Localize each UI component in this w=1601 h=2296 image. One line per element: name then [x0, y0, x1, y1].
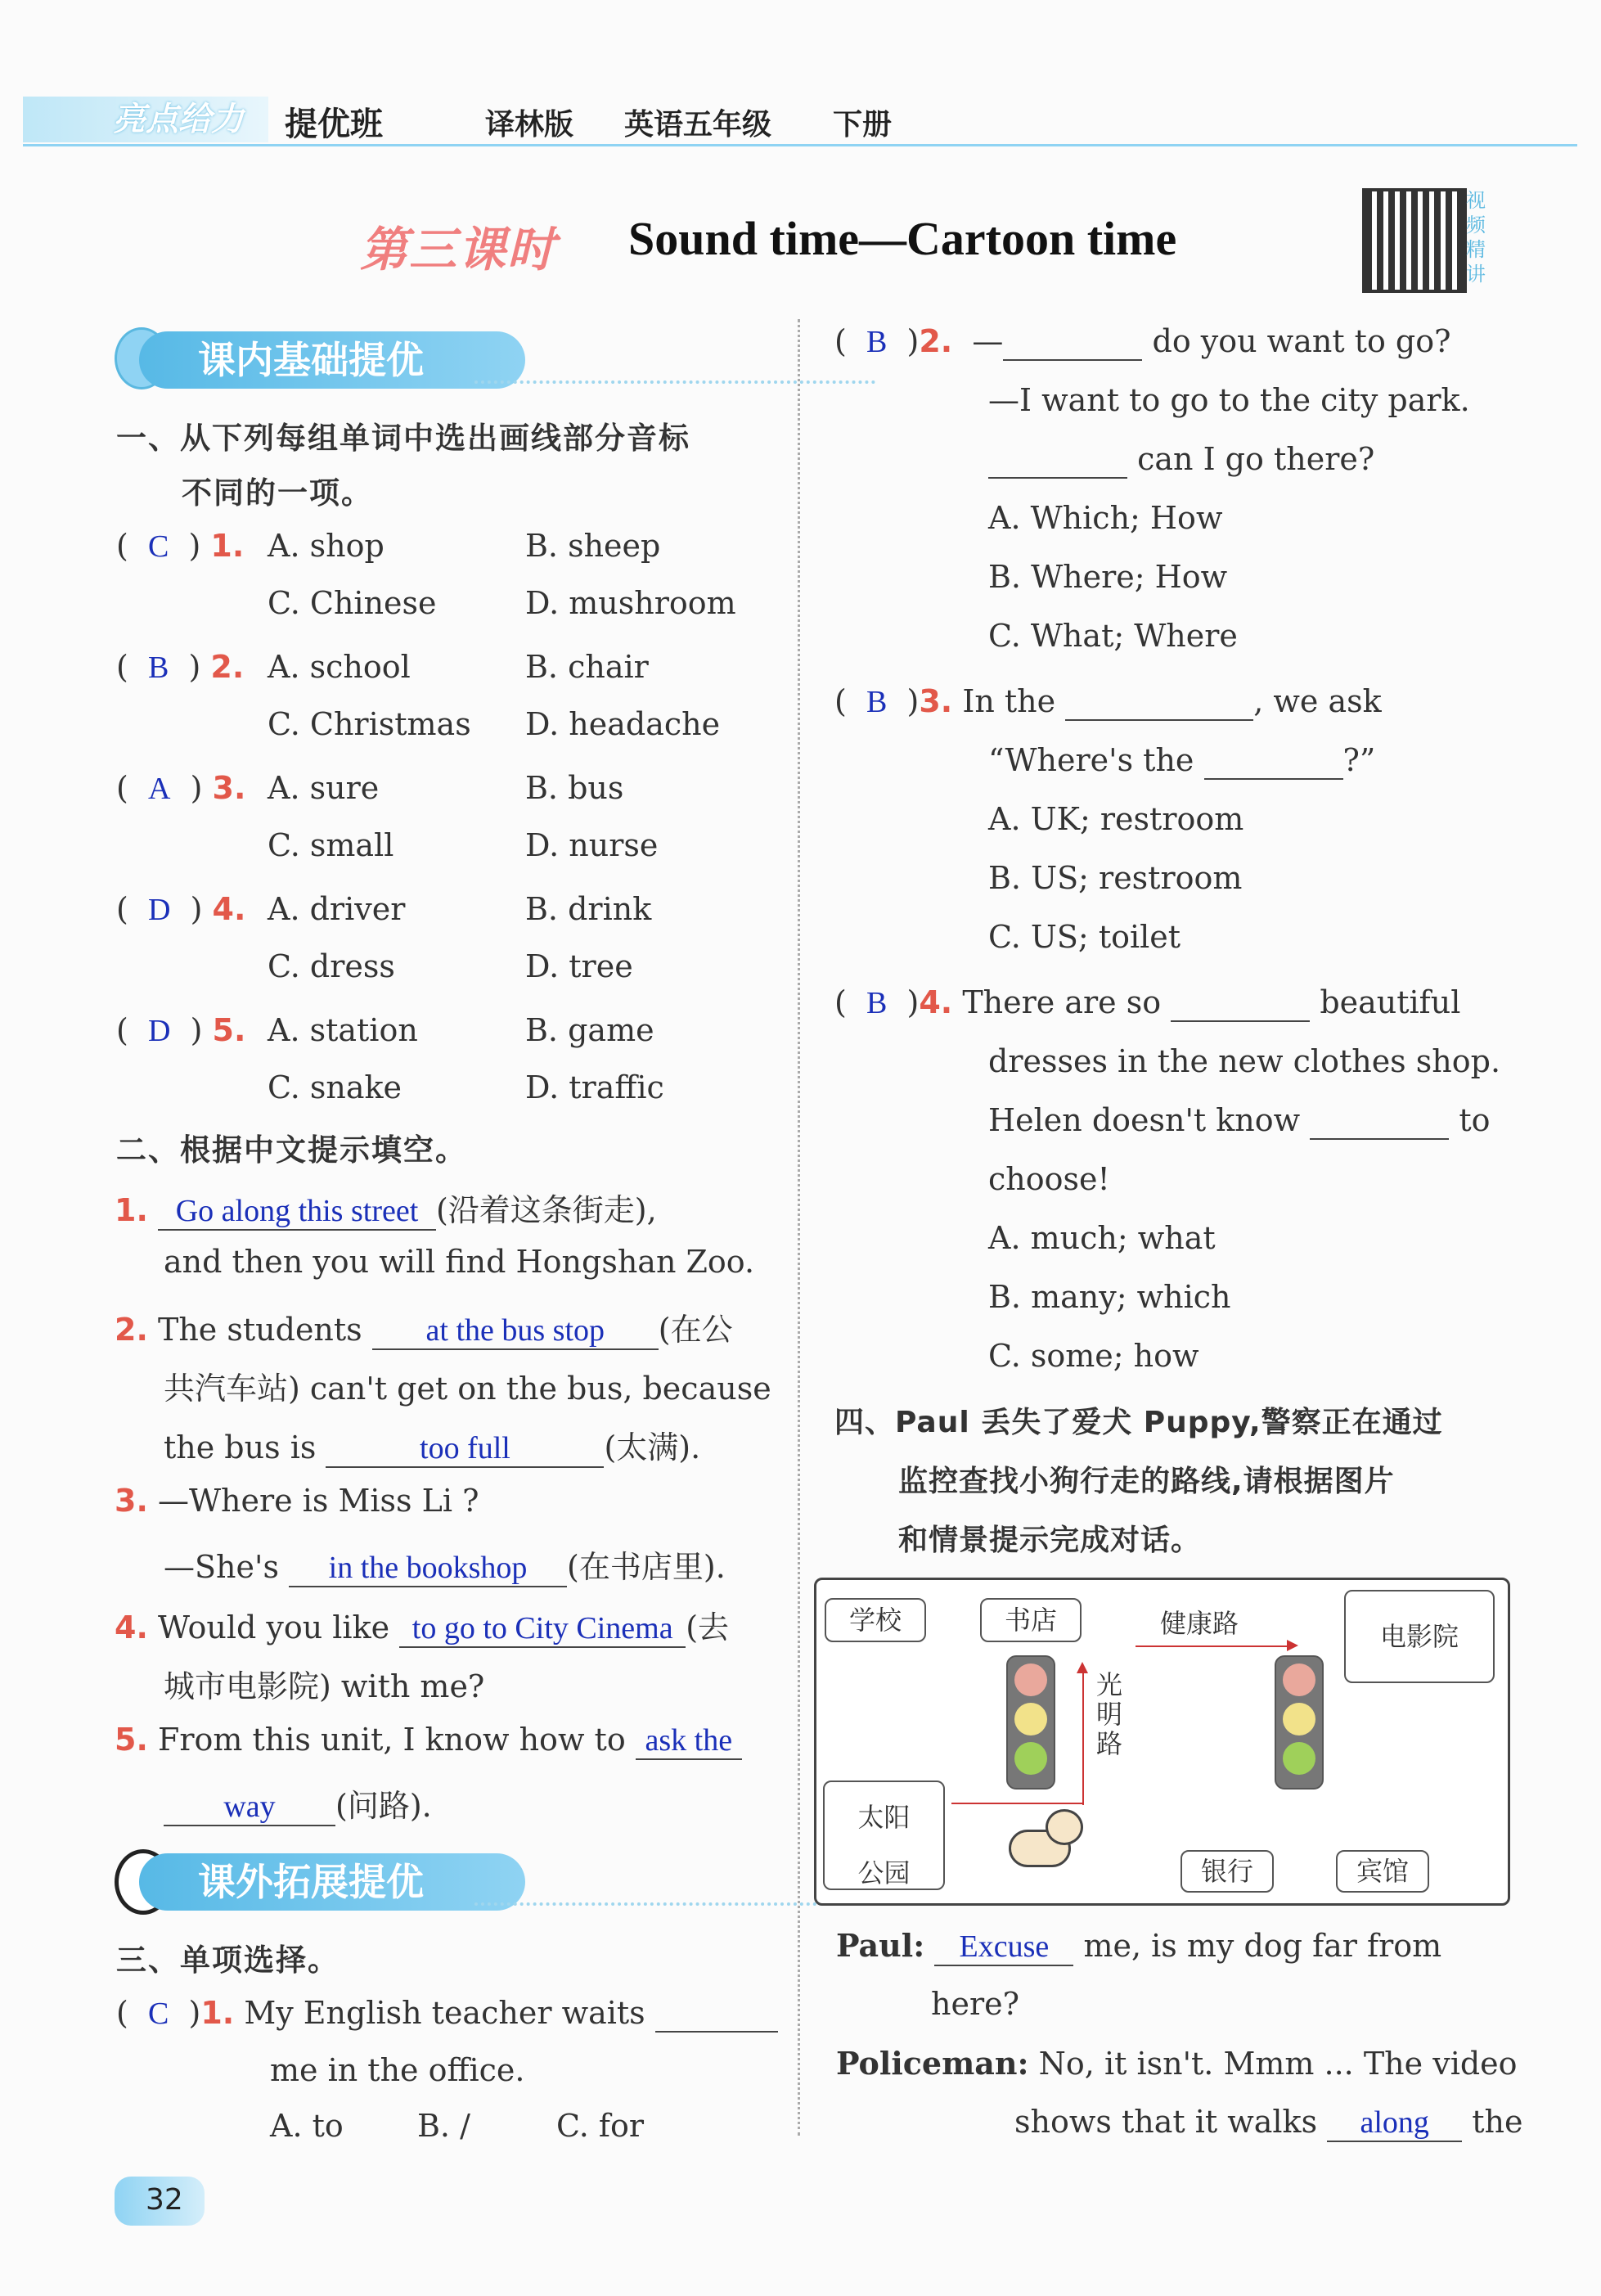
column-divider: [798, 319, 800, 2136]
header-bar: [23, 98, 1577, 144]
list-item: ( A ) 3.: [116, 770, 246, 806]
park-label: 太阳 公园: [823, 1781, 945, 1890]
qr-code[interactable]: [1362, 188, 1467, 293]
dialogue-policeman: Policeman: No, it isn't. Mmm ... The video: [836, 2045, 1518, 2082]
part2-title: 二、根据中文提示填空。: [116, 1132, 467, 1168]
volume: 下册: [833, 108, 893, 142]
part2-q1: 1. Go along this street (沿着这条街走),: [115, 1185, 657, 1231]
part1-title-cont: 不同的一项。: [182, 475, 373, 511]
list-item: ( D ) 5.: [116, 1012, 246, 1048]
cinema-label: 电影院: [1344, 1590, 1495, 1683]
road-label-jiankang: 健康路: [1160, 1608, 1239, 1639]
bookshop-label: 书店: [980, 1598, 1082, 1642]
bank-label: 银行: [1181, 1850, 1274, 1893]
route-map: [814, 1578, 1510, 1906]
brand-logo: 亮点给力: [23, 97, 268, 142]
list-item: ( D ) 4.: [116, 891, 246, 927]
part2-q3: 3. —Where is Miss Li ?: [115, 1483, 479, 1519]
traffic-light-icon: [1006, 1655, 1055, 1790]
part3-q1: ( C )1. My English teacher waits: [116, 1995, 778, 2033]
workbook-page: 亮点给力 提优班 译林版 英语五年级 下册 第三课时 Sound time—Cartoon time 视频精讲 课内基础提优 一、从下列每组单词中选出画线部分音标 不同的一项。 ( C ) 1. A. shop B. sheep C. Chinese D. mushroom ( B ) 2. A. school B. chair C. Christmas D. headache ( A ) 3. A. sure B. bus C. small D. nurse ( D ) 4. A. driver B. drink C. dress D. tree ( D ) 5. A. station B. game C. snake D. traffic 二、根据中文提示填空。 1. Go along this street (沿着这条街走), and then you will find Hongshan Zoo. 2. The students at the bus stop (在公 共汽车站) can't get on the bus, because the bus is too full (太满). 3. —Where is Miss Li ? —She's in the bookshop (在书店里). 4. Would you like to go to City Cinema (去 城市电影院) with me? 5. From this unit, I know how to ask the way (问路). 课外拓展提优 三、单项选择。 ( C )1. My English teacher waits me in the office. A. to B. / C. for ( B )2. — do you want to go? —I want to go to the city park. can I go there? A. Which; How B. Where; How C. What; Where ( B )3. In the , we ask “Where's the ?” A. UK; restroom B. US; restroom C. US; toilet ( B )4. There are so beautiful dresses in the new clothes shop. Helen doesn't know to choose! A. much; what B. many; which C. some; how 四、Paul 丢失了爱犬 Puppy,警察正在通过 监控查找小狗行走的路线,请根据图片 和情景提示完成对话。 学校 书店 健康路 电影院 光明路 太阳 公园 银行 宾馆 Paul: Excuse me, is my dog far from here? Policeman: No, it isn't. Mmm ... The video shows that it walks along the 32: [0, 0, 1601, 2296]
part2-q4: 4. Would you like to go to City Cinema (去: [115, 1602, 729, 1648]
part1-title: 一、从下列每组单词中选出画线部分音标: [116, 421, 690, 456]
list-item: ( C ) 1.: [116, 528, 245, 564]
part3-q2: ( B )2. — do you want to go?: [834, 323, 1451, 359]
series-name: 提优班: [285, 106, 383, 143]
hotel-label: 宾馆: [1336, 1850, 1429, 1893]
part3-q3: ( B )3. In the , we ask: [834, 683, 1382, 719]
arrow-right-icon: [951, 1803, 1082, 1804]
list-item: ( B ) 2.: [116, 649, 245, 685]
road-label-guangming: 光明路: [1096, 1669, 1123, 1759]
arrow-up-icon: [1082, 1670, 1084, 1805]
edition: 译林版: [485, 108, 574, 142]
arrow-right-icon: [1136, 1645, 1291, 1647]
page-number: 32: [146, 2183, 183, 2217]
lesson-title: Sound time—Cartoon time: [628, 212, 1177, 265]
puppy-icon: [1001, 1805, 1082, 1879]
school-label: 学校: [825, 1598, 926, 1642]
part3-q4: ( B )4. There are so beautiful: [834, 984, 1461, 1020]
dialogue-paul: Paul: Excuse me, is my dog far from: [836, 1927, 1441, 1966]
traffic-light-icon: [1275, 1655, 1324, 1790]
part2-q5: 5. From this unit, I know how to ask the: [115, 1722, 742, 1760]
part2-q2: 2. The students at the bus stop (在公: [115, 1304, 733, 1350]
subject-grade: 英语五年级: [624, 108, 772, 142]
lesson-label: 第三课时: [360, 222, 557, 277]
part4-title: 四、Paul 丢失了爱犬 Puppy,警察正在通过: [834, 1406, 1443, 1439]
qr-label: 视频精讲: [1466, 189, 1486, 286]
part3-title: 三、单项选择。: [116, 1943, 340, 1978]
